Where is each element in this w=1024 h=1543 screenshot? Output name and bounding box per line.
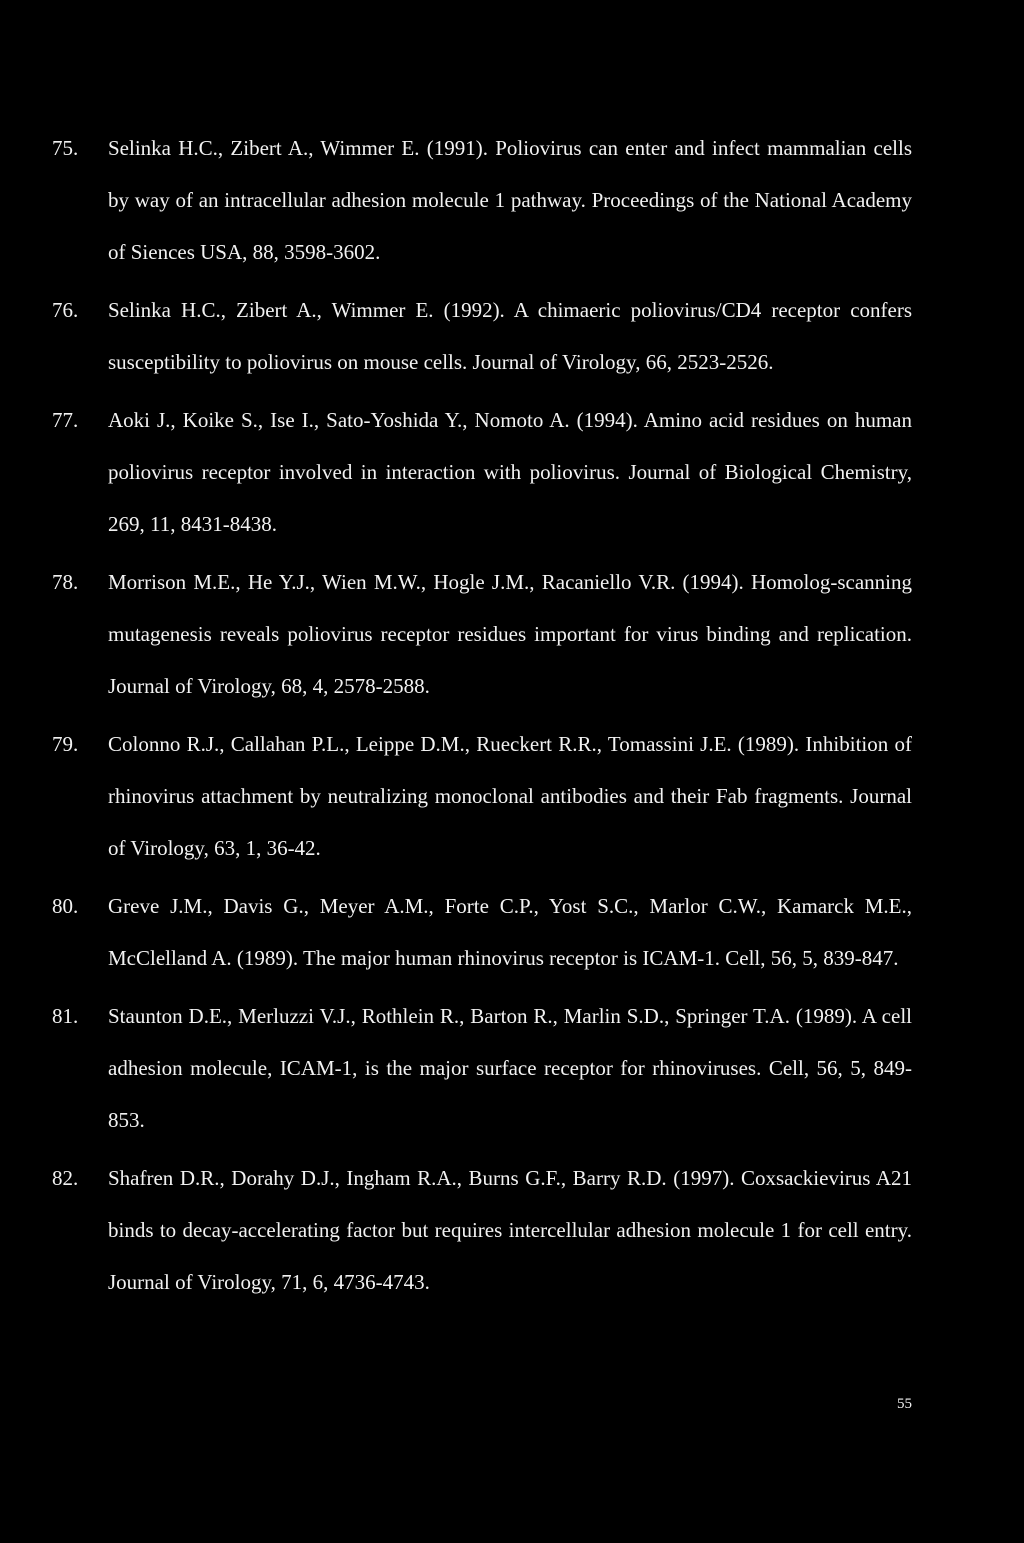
reference-item — [52, 1152, 912, 1308]
reference-text: Shafren D.R., Dorahy D.J., Ingham R.A., Burns G.F., Barry R.D. (1997). Coxsackievirus A21 binds to decay-accelerating factor but requires intercellular adhesion molecule 1 for cell entry. Journal of Virology, 71, 6, 4736-4743. — [108, 1166, 912, 1294]
reference-text: Selinka H.C., Zibert A., Wimmer E. (1991). Poliovirus can enter and infect mammalian cells by way of an intracellular adhesion molecule 1 pathway. Proceedings of the National Academy of Siences USA, 88, 3598-3602. — [108, 136, 912, 264]
reference-item — [52, 880, 912, 984]
reference-text: Aoki J., Koike S., Ise I., Sato-Yoshida Y., Nomoto A. (1994). Amino acid residues on human poliovirus receptor involved in interaction with poliovirus. Journal of Biological Chemistry, 269, 11, 8431-8438. — [108, 408, 912, 536]
reference-item — [52, 284, 912, 388]
reference-item — [52, 990, 912, 1146]
reference-number: 82. — [52, 1166, 79, 1190]
page-number: 55 — [897, 1396, 912, 1412]
reference-number: 80. — [52, 894, 79, 918]
reference-number: 78. — [52, 570, 79, 594]
reference-text: Morrison M.E., He Y.J., Wien M.W., Hogle J.M., Racaniello V.R. (1994). Homolog-scanning mutagenesis reveals poliovirus receptor residues important for virus binding and replication. Journal of Virology, 68, 4, 2578-2588. — [108, 570, 912, 698]
reference-item — [52, 556, 912, 712]
reference-text: Staunton D.E., Merluzzi V.J., Rothlein R., Barton R., Marlin S.D., Springer T.A. (1989). A cell adhesion molecule, ICAM-1, is the major surface receptor for rhinoviruses. Cell, 56, 5, 849-853. — [108, 1004, 912, 1132]
reference-number: 81. — [52, 1004, 79, 1028]
reference-item — [52, 122, 912, 278]
reference-text: Selinka H.C., Zibert A., Wimmer E. (1992). A chimaeric poliovirus/CD4 receptor confers susceptibility to poliovirus on mouse cells. Journal of Virology, 66, 2523-2526. — [108, 298, 912, 374]
reference-number: 77. — [52, 408, 79, 432]
reference-list — [52, 122, 912, 1314]
reference-number: 79. — [52, 732, 79, 756]
reference-number: 75. — [52, 136, 79, 160]
reference-text: Greve J.M., Davis G., Meyer A.M., Forte C.P., Yost S.C., Marlor C.W., Kamarck M.E., McClelland A. (1989). The major human rhinovirus receptor is ICAM-1. Cell, 56, 5, 839-847. — [108, 894, 912, 970]
reference-item — [52, 394, 912, 550]
reference-number: 76. — [52, 298, 79, 322]
reference-text: Colonno R.J., Callahan P.L., Leippe D.M., Rueckert R.R., Tomassini J.E. (1989). Inhibition of rhinovirus attachment by neutralizing monoclonal antibodies and their Fab fragments. Journal of Virology, 63, 1, 36-42. — [108, 732, 912, 860]
reference-item — [52, 718, 912, 874]
